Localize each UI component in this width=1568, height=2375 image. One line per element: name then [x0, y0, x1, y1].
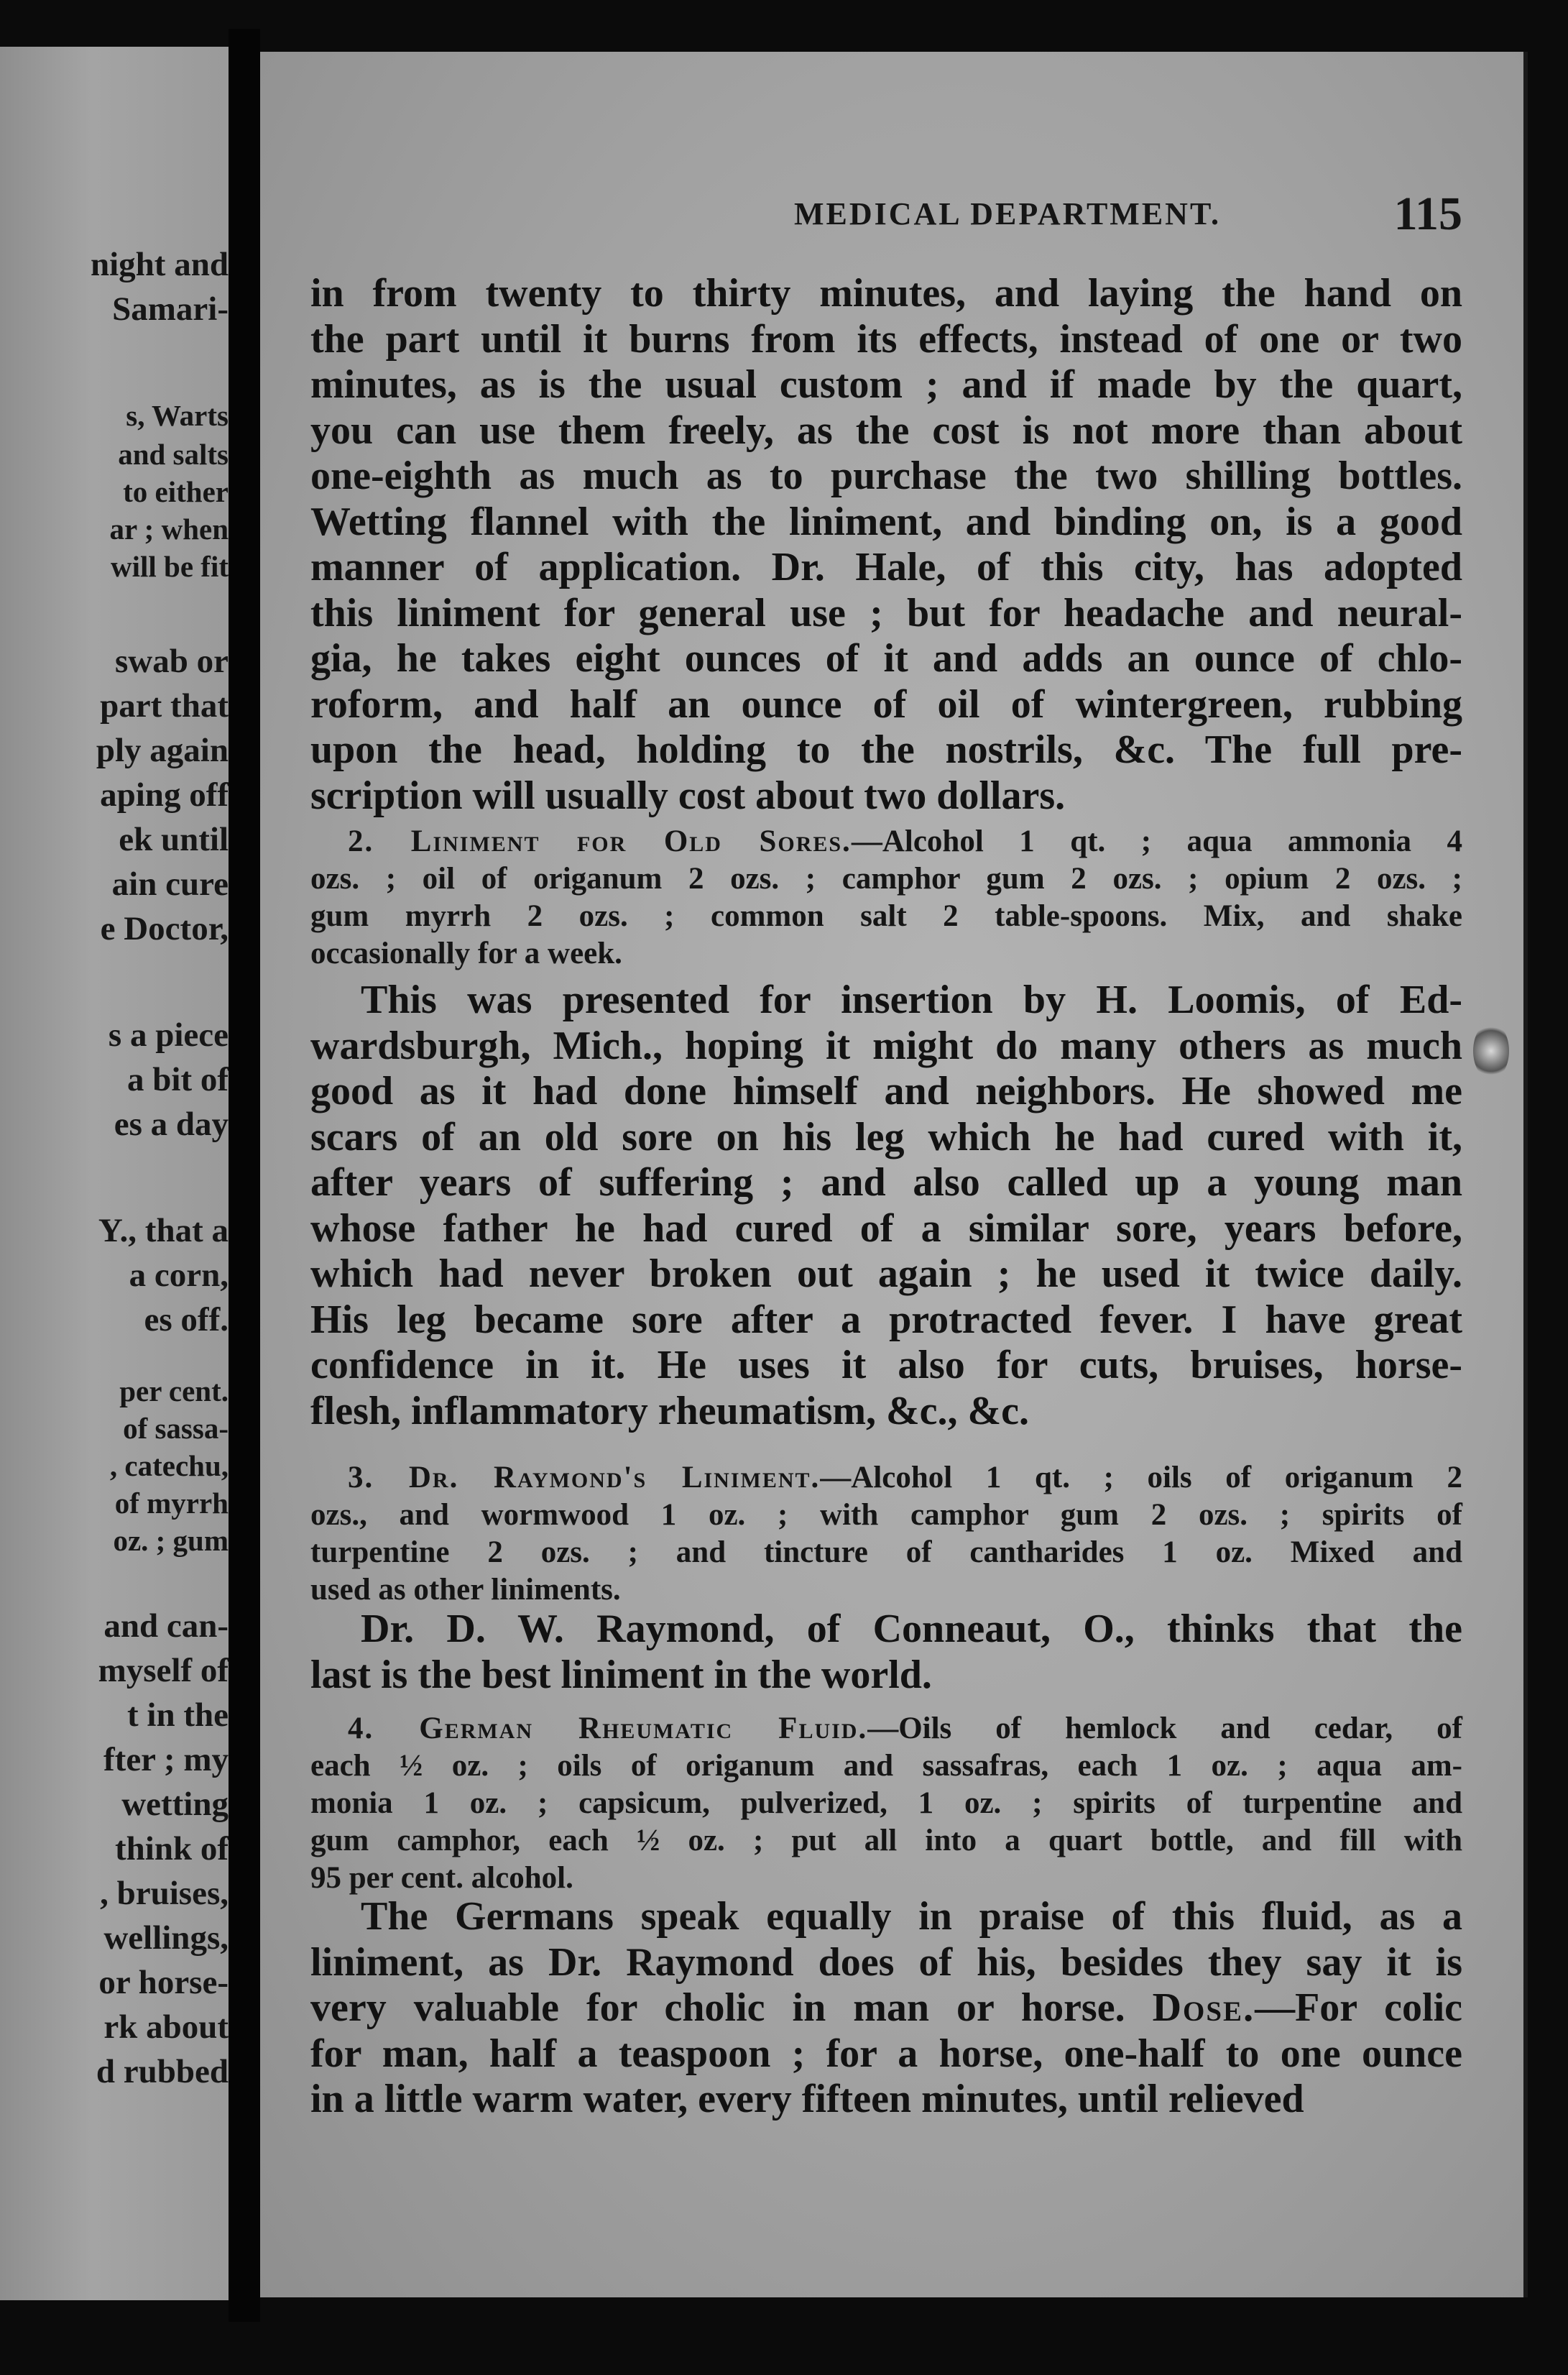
text-line: scription will usually cost about two dollars.	[310, 773, 1066, 818]
text-line: used as other liniments.	[310, 1573, 621, 1607]
left-page-line-fragment: , catechu,	[109, 1449, 229, 1482]
text-line: in from twenty to thirty minutes, and laying the hand on	[310, 271, 1462, 316]
left-page-line-fragment: es off.	[144, 1301, 229, 1338]
text-line: occasionally for a week.	[310, 937, 622, 970]
recipe-raymond-liniment	[310, 1459, 1462, 1609]
text-line: the part until it burns from its effects, instead of one or two	[310, 316, 1462, 362]
text-line: after years of suffering ; and also called up a young man	[310, 1160, 1462, 1205]
left-page-line-fragment: ar ; when	[109, 513, 229, 546]
text-line: confidence in it. He uses it also for cuts, bruises, horse-	[310, 1343, 1462, 1387]
text-line: scars of an old sore on his leg which he had cured with it,	[310, 1114, 1462, 1159]
text-line: very valuable for cholic in man or horse.	[310, 1985, 1153, 2030]
left-page-line-fragment: fter ; my	[103, 1741, 229, 1778]
text-line: for man, half a teaspoon ; for a horse, one-half to one ounce	[310, 2031, 1462, 2076]
paragraph-continued	[310, 271, 1462, 819]
left-page-line-fragment: part that	[100, 687, 229, 725]
recipe-liniment-old-sores	[310, 823, 1462, 973]
text-line: —For colic	[1255, 1985, 1462, 2030]
left-page-line-fragment: oz. ; gum	[113, 1524, 229, 1557]
left-page-line-fragment: to either	[123, 475, 229, 508]
left-page-line-fragment: or horse-	[98, 1964, 229, 2001]
left-page-line-fragment: t in the	[127, 1696, 229, 1734]
paragraph-germans	[310, 1894, 1462, 2123]
left-page-line-fragment: Samari-	[112, 290, 229, 328]
book-gutter	[229, 29, 260, 2322]
text-line: The Germans speak equally in praise of this fluid, as a	[361, 1894, 1462, 1939]
text-line: upon the head, holding to the nostrils, &c. The full pre-	[310, 727, 1462, 772]
left-page-line-fragment: aping off	[100, 776, 229, 814]
text-line: wardsburgh, Mich., hoping it might do many others as much	[310, 1023, 1462, 1068]
dose-label: Dose.	[1152, 1985, 1255, 2030]
left-page-line-fragment: ain cure	[111, 865, 229, 903]
left-page-line-fragment: of sassa-	[123, 1412, 229, 1445]
text-line: good as it had done himself and neighbors. He showed me	[310, 1069, 1462, 1113]
left-page-line-fragment: and salts	[118, 438, 229, 471]
facing-page-left	[0, 47, 229, 2300]
text-line: last is the best liniment in the world.	[310, 1652, 932, 1697]
paragraph-raymond	[310, 1607, 1462, 1698]
text-line: ozs., and wormwood 1 oz. ; with camphor gum 2 ozs. ; spirits of	[310, 1498, 1462, 1532]
left-page-line-fragment: es a day	[114, 1106, 229, 1143]
text-line: gia, he takes eight ounces of it and adds an ounce of chlo-	[310, 636, 1462, 681]
left-page-line-fragment: a bit of	[127, 1061, 229, 1098]
text-line: turpentine 2 ozs. ; and tincture of cantharides 1 oz. Mixed and	[310, 1535, 1462, 1569]
text-line: minutes, as is the usual custom ; and if made by the quart,	[310, 362, 1462, 407]
recipe-title: 2. Liniment for Old Sores.	[348, 824, 852, 858]
left-page-line-fragment: ply again	[96, 732, 229, 769]
text-line: gum myrrh 2 ozs. ; common salt 2 table-spoons. Mix, and shake	[310, 899, 1462, 933]
left-page-line-fragment: Y., that a	[98, 1212, 229, 1249]
text-line: liniment, as Dr. Raymond does of his, besides they say it is	[310, 1939, 1462, 1985]
left-page-line-fragment: myself of	[98, 1652, 229, 1689]
text-line: Dr. D. W. Raymond, of Conneaut, O., thinks that the	[361, 1607, 1462, 1651]
book-page-right	[260, 52, 1528, 2297]
text-line: each ½ oz. ; oils of origanum and sassafras, each 1 oz. ; aqua am-	[310, 1749, 1462, 1783]
left-page-line-fragment: s, Warts	[126, 399, 229, 432]
text-line: Wetting flannel with the liniment, and binding on, is a good	[310, 499, 1462, 544]
left-page-line-fragment: rk about	[103, 2008, 229, 2046]
left-page-line-fragment: , bruises,	[100, 1875, 229, 1912]
left-page-line-fragment: of myrrh	[114, 1487, 229, 1520]
recipe-title: 4. German Rheumatic Fluid.	[348, 1712, 868, 1745]
text-line: This was presented for insertion by H. Loomis, of Ed-	[361, 978, 1462, 1022]
text-line: 95 per cent. alcohol.	[310, 1861, 573, 1895]
text-line: His leg became sore after a protracted fever. I have great	[310, 1297, 1462, 1342]
left-page-line-fragment: per cent.	[119, 1374, 229, 1407]
left-page-line-fragment: wetting	[121, 1786, 229, 1823]
text-line: monia 1 oz. ; capsicum, pulverized, 1 oz. ; spirits of turpentine and	[310, 1786, 1462, 1820]
text-line: —Alcohol 1 qt. ; aqua ammonia 4	[851, 824, 1462, 858]
text-line: whose father he had cured of a similar sore, years before,	[310, 1205, 1462, 1251]
recipe-title: 3. Dr. Raymond's Liniment.	[348, 1461, 821, 1494]
left-page-line-fragment: wellings,	[103, 1919, 229, 1957]
text-line: —Alcohol 1 qt. ; oils of origanum 2	[820, 1461, 1463, 1494]
page-blemish	[1473, 1022, 1509, 1080]
left-page-line-fragment: swab or	[115, 643, 229, 680]
text-line: ozs. ; oil of origanum 2 ozs. ; camphor gum 2 ozs. ; opium 2 ozs. ;	[310, 862, 1462, 896]
text-line: you can use them freely, as the cost is not more than about	[310, 408, 1462, 453]
paragraph-loomis	[310, 978, 1462, 1434]
text-line: in a little warm water, every fifteen minutes, until relieved	[310, 2077, 1304, 2121]
page-number: 115	[1393, 188, 1462, 240]
text-line: flesh, inflammatory rheumatism, &c., &c.	[310, 1388, 1030, 1433]
left-page-line-fragment: will be fit	[111, 550, 229, 583]
text-line: —Oils of hemlock and cedar, of	[867, 1712, 1462, 1745]
running-head: MEDICAL DEPARTMENT.	[793, 196, 1222, 231]
text-line: gum camphor, each ½ oz. ; put all into a quart bottle, and fill with	[310, 1824, 1462, 1857]
recipe-german-rheumatic-fluid	[310, 1710, 1462, 1897]
left-page-line-fragment: and can-	[103, 1607, 229, 1645]
text-line: which had never broken out again ; he used it twice daily.	[310, 1251, 1462, 1296]
text-line: this liniment for general use ; but for headache and neural-	[310, 590, 1462, 635]
left-page-line-fragment: think of	[114, 1830, 229, 1868]
left-page-line-fragment: night and	[90, 246, 229, 283]
left-page-line-fragment: d rubbed	[96, 2053, 229, 2090]
left-page-line-fragment: s a piece	[108, 1016, 229, 1054]
left-page-line-fragment: a corn,	[129, 1257, 229, 1294]
text-line: manner of application. Dr. Hale, of this city, has adopted	[310, 545, 1462, 589]
text-line: roform, and half an ounce of oil of wintergreen, rubbing	[310, 681, 1462, 727]
text-line: one-eighth as much as to purchase the two shilling bottles.	[310, 454, 1462, 498]
left-page-line-fragment: e Doctor,	[100, 910, 229, 947]
left-page-line-fragment: ek until	[119, 821, 229, 858]
